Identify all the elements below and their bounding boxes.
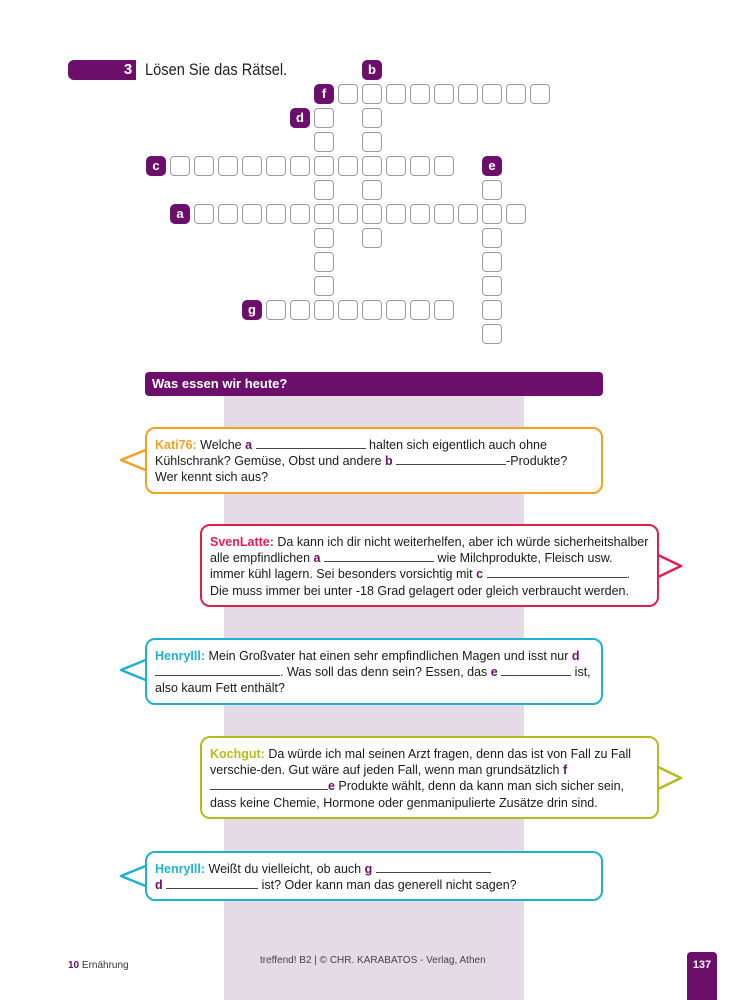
crossword-cell[interactable]: [362, 108, 382, 128]
crossword-cell[interactable]: [266, 300, 286, 320]
exercise-title: Lösen Sie das Rätsel.: [145, 60, 288, 79]
answer-blank[interactable]: [166, 877, 258, 889]
crossword-cell[interactable]: [314, 300, 334, 320]
crossword-cell[interactable]: [314, 156, 334, 176]
crossword-cell[interactable]: [194, 204, 214, 224]
crossword-cell[interactable]: [170, 156, 190, 176]
section-title: Was essen wir heute?: [145, 372, 603, 396]
crossword-cell[interactable]: [362, 300, 382, 320]
crossword-cell[interactable]: [410, 84, 430, 104]
answer-blank[interactable]: [396, 453, 506, 465]
crossword-cell[interactable]: [242, 204, 262, 224]
post-author: HenryIll:: [155, 649, 206, 663]
copyright: treffend! B2 | © CHR. KARABATOS - Verlag, Athen: [260, 955, 486, 966]
crossword-cell[interactable]: [290, 156, 310, 176]
answer-blank[interactable]: [376, 861, 491, 873]
crossword-cell[interactable]: [362, 132, 382, 152]
page-number: 137: [687, 952, 717, 1000]
clue-label-b: b: [362, 60, 382, 80]
crossword-cell[interactable]: [434, 84, 454, 104]
crossword-cell[interactable]: [338, 156, 358, 176]
answer-blank[interactable]: [155, 664, 280, 676]
crossword-cell[interactable]: [218, 204, 238, 224]
post-author: HenryIll:: [155, 862, 206, 876]
forum-post-henryill: HenryIll: Mein Großvater hat einen sehr empfindlichen Magen und isst nur d . Was soll das denn sein? Essen, das e ist, also kaum Fett enthält?: [145, 638, 603, 705]
forum-post-kati76: Kati76: Welche a halten sich eigentlich auch ohne Kühlschrank? Gemüse, Obst und andere b -Produkte? Wer kennt sich aus?: [145, 427, 603, 494]
crossword-cell[interactable]: [410, 156, 430, 176]
crossword-cell[interactable]: [482, 228, 502, 248]
crossword-cell[interactable]: [410, 300, 430, 320]
chapter-label: 10 Ernährung: [68, 960, 129, 971]
crossword-cell[interactable]: [314, 108, 334, 128]
crossword-cell[interactable]: [458, 84, 478, 104]
crossword-cell[interactable]: [506, 84, 526, 104]
crossword-cell[interactable]: [218, 156, 238, 176]
post-author: SvenLatte:: [210, 535, 274, 549]
crossword-cell[interactable]: [362, 228, 382, 248]
crossword-cell[interactable]: [266, 204, 286, 224]
crossword-cell[interactable]: [314, 180, 334, 200]
crossword-cell[interactable]: [386, 84, 406, 104]
forum-post-kochgut: Kochgut: Da würde ich mal seinen Arzt fragen, denn das ist von Fall zu Fall verschie-den. Gut wäre auf jeden Fall, wenn man grundsätzlich f e Produkte wählt, denn da kann man sich sicher sein, dass keine Chemie, Hormone oder genmanipulierte Zusätze drin sind.: [200, 736, 659, 819]
crossword-cell[interactable]: [362, 180, 382, 200]
crossword-cell[interactable]: [194, 156, 214, 176]
clue-label-f: f: [314, 84, 334, 104]
crossword-cell[interactable]: [338, 204, 358, 224]
crossword-cell[interactable]: [242, 156, 262, 176]
answer-blank[interactable]: [487, 566, 627, 578]
crossword-cell[interactable]: [314, 132, 334, 152]
forum-post-svenlatte: SvenLatte: Da kann ich dir nicht weiterhelfen, aber ich würde sicherheitshalber alle empfindlichen a wie Milchprodukte, Fleisch usw. immer kühl lagern. Sei besonders vorsichtig mit c . Die muss immer bei unter -18 Grad gelagert oder gleich verbraucht werden.: [200, 524, 659, 607]
crossword-cell[interactable]: [482, 204, 502, 224]
clue-label-g: g: [242, 300, 262, 320]
crossword-cell[interactable]: [482, 252, 502, 272]
crossword-cell[interactable]: [434, 300, 454, 320]
answer-blank[interactable]: [324, 550, 434, 562]
crossword-cell[interactable]: [482, 300, 502, 320]
crossword-cell[interactable]: [386, 204, 406, 224]
forum-post-henryill-2: HenryIll: Weißt du vielleicht, ob auch g d ist? Oder kann man das generell nicht sagen?: [145, 851, 603, 901]
crossword-cell[interactable]: [458, 204, 478, 224]
answer-blank[interactable]: [501, 664, 571, 676]
crossword-cell[interactable]: [410, 204, 430, 224]
post-author: Kati76:: [155, 438, 197, 452]
crossword-cell[interactable]: [314, 276, 334, 296]
crossword-cell[interactable]: [434, 156, 454, 176]
exercise-number: 3: [123, 61, 133, 78]
clue-label-a: a: [170, 204, 190, 224]
crossword-cell[interactable]: [362, 204, 382, 224]
crossword-cell[interactable]: [314, 228, 334, 248]
crossword-cell[interactable]: [482, 84, 502, 104]
crossword-cell[interactable]: [266, 156, 286, 176]
crossword-cell[interactable]: [386, 156, 406, 176]
crossword-cell[interactable]: [338, 300, 358, 320]
crossword-cell[interactable]: [482, 276, 502, 296]
clue-label-d: d: [290, 108, 310, 128]
post-author: Kochgut:: [210, 747, 265, 761]
crossword-cell[interactable]: [362, 84, 382, 104]
crossword-cell[interactable]: [482, 324, 502, 344]
crossword-cell[interactable]: [530, 84, 550, 104]
crossword-cell[interactable]: [362, 156, 382, 176]
crossword-cell[interactable]: [314, 252, 334, 272]
crossword-cell[interactable]: [386, 300, 406, 320]
clue-label-e: e: [482, 156, 502, 176]
clue-label-c: c: [146, 156, 166, 176]
crossword-cell[interactable]: [338, 84, 358, 104]
crossword-cell[interactable]: [482, 180, 502, 200]
crossword-cell[interactable]: [290, 204, 310, 224]
answer-blank[interactable]: [210, 778, 328, 790]
crossword-cell[interactable]: [314, 204, 334, 224]
crossword-cell[interactable]: [290, 300, 310, 320]
answer-blank[interactable]: [256, 437, 366, 449]
crossword-grid: [0, 0, 752, 360]
crossword-cell[interactable]: [506, 204, 526, 224]
crossword-cell[interactable]: [434, 204, 454, 224]
